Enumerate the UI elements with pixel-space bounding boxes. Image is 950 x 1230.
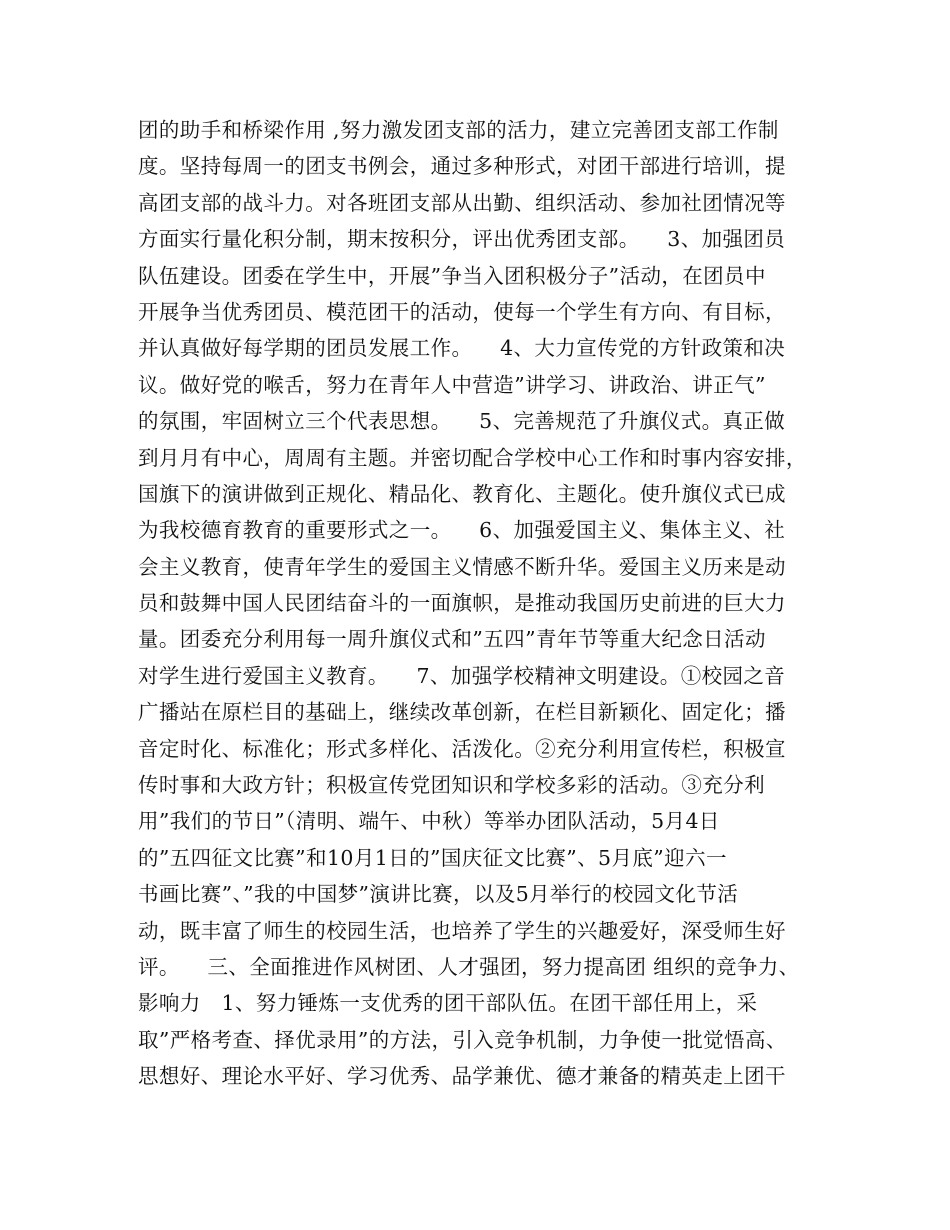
text-line: 动，既丰富了师生的校园生活，也培养了学生的兴趣爱好，深受师生好: [138, 918, 786, 943]
text-line: 员和鼓舞中国人民团结奋斗的一面旗帜，是推动我国历史前进的巨大力: [138, 591, 786, 616]
text-line: 开展争当优秀团员、模范团干的活动，使每一个学生有方向、有目标，: [138, 299, 786, 324]
body-text: [138, 112, 828, 1095]
text-line: 的氛围，牢固树立三个代表思想。 5、完善规范了升旗仪式。真正做: [138, 409, 786, 434]
text-line: 为我校德育教育的重要形式之一。 6、加强爱国主义、集体主义、社: [138, 518, 786, 543]
text-line: 广播站在原栏目的基础上，继续改革创新，在栏目新颖化、固定化；播: [138, 700, 786, 725]
text-line: 队伍建设。团委在学生中，开展”争当入团积极分子”活动，在团员中: [138, 263, 766, 288]
text-line: 传时事和大政方针；积极宣传党团知识和学校多彩的活动。③充分利: [138, 773, 765, 798]
text-line: 会主义教育，使青年学生的爱国主义情感不断升华。爱国主义历来是动: [138, 554, 786, 579]
text-line: 用”我们的节日”（清明、端午、中秋）等举办团队活动，5月4日: [138, 809, 720, 834]
text-line: 对学生进行爱国主义教育。 7、加强学校精神文明建设。①校园之音: [138, 663, 786, 688]
text-line: 团的助手和桥梁作用 ,努力激发团支部的活力，建立完善团支部工作制: [138, 118, 779, 142]
text-line: 影响力 1、努力锤炼一支优秀的团干部队伍。在团干部任用上，采: [138, 991, 758, 1016]
text-line: 国旗下的演讲做到正规化、精品化、教育化、主题化。使升旗仪式已成: [138, 481, 786, 506]
text-line: 思想好、理论水平好、学习优秀、品学兼优、德才兼备的精英走上团干: [138, 1064, 786, 1089]
text-line: 取”严格考查、择优录用”的方法，引入竞争机制，力争使一批觉悟高、: [138, 1027, 787, 1052]
text-line: 的”五四征文比赛”和10月1日的”国庆征文比赛”、5月底”迎六一: [138, 845, 727, 870]
text-line: 度。坚持每周一的团支书例会，通过多种形式，对团干部进行培训，提: [138, 154, 786, 179]
text-line: 到月月有中心，周周有主题。并密切配合学校中心工作和时事内容安排，: [138, 445, 807, 470]
text-line: 评。 三、全面推进作风树团、人才强团，努力提高团 组织的竞争力、: [138, 954, 800, 979]
text-line: 书画比赛”、”我的中国梦”演讲比赛，以及5月举行的校园文化节活: [138, 882, 739, 907]
text-line: 高团支部的战斗力。对各班团支部从出勤、组织活动、参加社团情况等: [138, 190, 786, 215]
text-line: 议。做好党的喉舌，努力在青年人中营造”讲学习、讲政治、讲正气”: [138, 372, 766, 397]
text-line: 并认真做好每学期的团员发展工作。 4、大力宣传党的方针政策和决: [138, 336, 786, 361]
text-line: 量。团委充分利用每一周升旗仪式和”五四”青年节等重大纪念日活动: [138, 627, 766, 652]
text-line: 方面实行量化积分制，期末按积分，评出优秀团支部。 3、加强团员: [138, 227, 786, 252]
text-line: 音定时化、标准化；形式多样化、活泼化。②充分利用宣传栏，积极宣: [138, 736, 786, 761]
